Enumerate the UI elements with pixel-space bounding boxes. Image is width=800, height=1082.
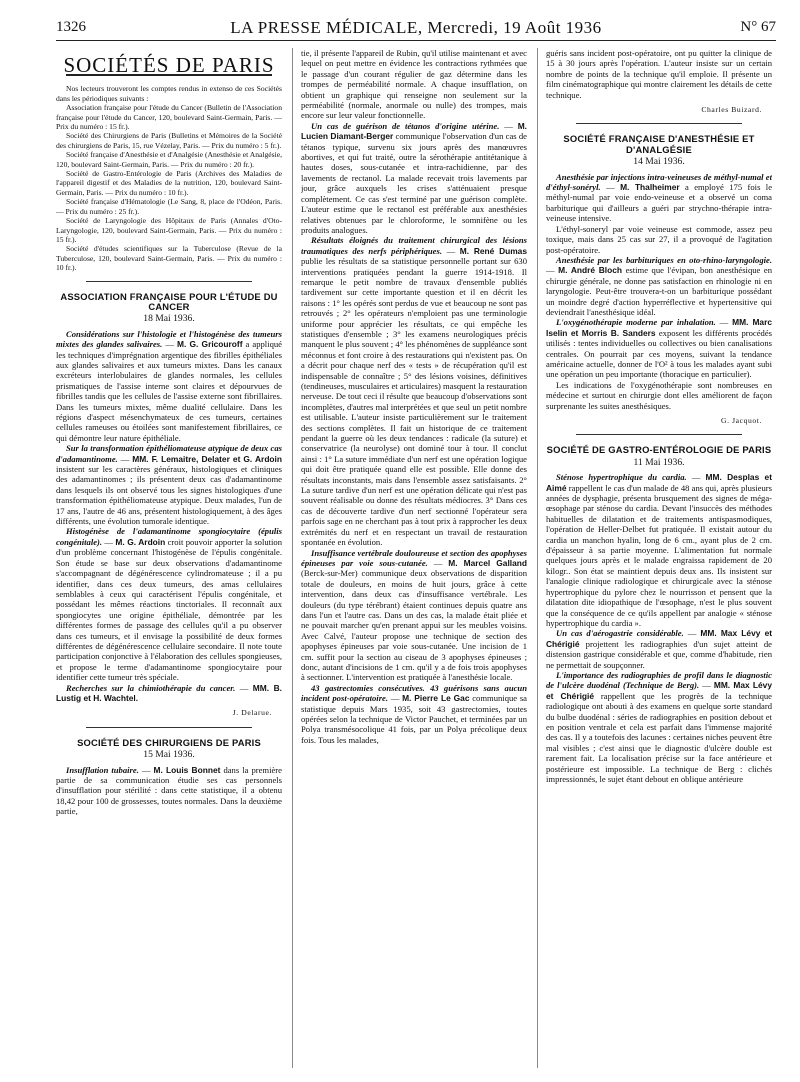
article-text: guéris sans incident post-opératoire, ont pu quitter la clinique de 15 à 30 jours après l'opération. L'auteur insiste sur un certain nombre de points de la technique qu'il emploie. Il présente un film cinématographique qui montre clairement les détails de cette technique. xyxy=(546,48,772,100)
article-text: L'éthyl-soneryl par voie veineuse est commode, assez peu toxique, mais dans 25 cas sur 27, il a provoqué de l'agitation post-opératoire. xyxy=(546,223,772,255)
society-heading: SOCIÉTÉ DES CHIRURGIENS DE PARIS xyxy=(77,736,261,748)
running-header xyxy=(56,18,776,41)
article-author: MM. F. Lemaitre, Delater et G. Ardoin xyxy=(132,453,282,464)
journal-item: Société de Laryngologie des Hôpitaux de Paris (Annales d'Oto-Laryngologie, 120, boulevard Saint-Germain, Paris. — Prix du numéro : 15 fr.). xyxy=(56,216,282,244)
session-date: 11 Mai 1936. xyxy=(633,456,685,468)
article: Anesthésie par les barbituriques en oto-rhino-laryngologie. — M. André Bloch estime que l'évipan, bon anesthésique en chirurgie générale, ne donne pas satisfaction en rhinologie ni en laryngologie. Peut-être trouvera-t-on un barbiturique possédant un moindre degré d'action hyperréflective et hypertensitive qui deviendrait l'anesthésique idéal. xyxy=(546,254,772,317)
article: Insuffisance vertébrale douloureuse et section des apophyses épineuses par voie sous-cutanée. — M. Marcel Galland (Berck-sur-Mer) communique deux observations de disparition totale de douleurs, en moins de huit jours, grâce à cette intervention, dans deux cas d'insuffisance vertébrale. Les douleurs (du type térébrant) étaient continues depuis quatre ans dans l'un et l'autre cas. Dans un des cas, la malade était pliée et ne pouvait marcher qu'en prenant appui sur les meubles voisins. Avec Calvé, l'auteur propose une technique de section des apophyses épineuses par voie sous-cutanée. Une incision de 1 cm. suffit pour la section au ciseau de 3 apophyses épineuses ; donc, autant d'incisions de 1 cm. qu'il y a de fois trois apophyses à sectionner. L'intervention est pratiquée à l'anesthésie locale. xyxy=(301,547,527,683)
section-title: SOCIÉTÉS DE PARIS xyxy=(63,53,275,77)
article-title: Sur la transformation épithéliomateuse atypique de deux cas d'adamantinome. xyxy=(56,443,282,464)
separator xyxy=(86,281,252,282)
journal-item: Société d'études scientifiques sur la Tuberculose (Revue de la Tuberculose, 120, boulevard Saint-Germain, Paris. — Prix du numéro : 10 fr.). xyxy=(56,244,282,273)
article: L'importance des radiographies de profil dans le diagnostic de l'ulcère duodénal (Technique de Berg). — MM. Max Lévy et Chérigié rappellent que les progrès de la technique radiologique ont abouti à des examens en quelque sorte standard du bulbe duodénal : séries de radiographies en position debout et en position ventrale et cela est parfait dans l'immense majorité des cas. Il y a toutefois des lacunes : certaines niches peuvent être mal visibles ; c'est ainsi que le diagnostic d'ulcère double est rarement fait. La localisation précise sur la face antérieure et postérieure est impossible. La technique de Berg : clichés impressionnés, le sujet étant debout en oblique antérieure xyxy=(546,669,772,784)
intro-text: Nos lecteurs trouveront les comptes rendus in extenso de ces Sociétés dans les périodiques suivants : xyxy=(56,84,282,103)
society-heading: SOCIÉTÉ DE GASTRO-ENTÉROLOGIE DE PARIS xyxy=(546,444,772,456)
article-author: M. G. Ardoin xyxy=(115,536,166,547)
journal-item: Société française d'Anesthésie et d'Analgésie (Anesthésie et Analgésie, 120, boulevard Saint-Germain, Paris. — Prix du numéro : 20 fr.). xyxy=(56,150,282,169)
article-title: Résultats éloignés du traitement chirurgical des lésions traumatiques des nerfs périphériques. xyxy=(301,235,527,256)
article-author: M. René Dumas xyxy=(459,245,527,256)
article-title: L'importance des radiographies de profil dans le diagnostic de l'ulcère duodénal (Technique de Berg). xyxy=(546,669,772,691)
article: Considérations sur l'histologie et l'histogénèse des tumeurs mixtes des glandes salivaires. — M. G. Gricouroff a appliqué les techniques d'imprégnation argentique des fibrilles épithéliales aux glandes salivaires et aux tumeurs mixtes. Dans les canaux excréteurs interlobulaires de glandes normales, les cellules prismatiques de l'assise interne sont claires et dépourvues de fibrilles tandis que les cellules de l'assise externe sont fibrillaires. Dans les tumeurs mixtes, même dualité cellulaire. Dans les régions d'aspect mésenchymateux de ces tumeurs, certaines cellules rameuses ou étoilées sont manifestement fibrillaires, ce qui démontre leur nature épithéliale. xyxy=(56,328,282,443)
journal-title: LA PRESSE MÉDICALE, Mercredi, 19 Août 1936 xyxy=(230,18,602,37)
journal-item: Société de Gastro-Entérologie de Paris (Archives des Maladies de l'appareil digestif et des Maladies de la nutrition, 120, boulevard Saint-Germain, Paris. — Prix du numéro : 10 fr.). xyxy=(56,169,282,197)
article-text: (Berck-sur-Mer) communique deux observations de disparition totale de douleurs, en moins de huit jours, grâce à cette intervention, dans deux cas d'insuffisance vertébrale. Les douleurs (du type térébrant) étaient continues depuis quatre ans dans l'un et l'autre cas. Dans un des cas, la malade était pliée et ne pouvait marcher qu'en prenant appui sur les meubles voisins. Avec Calvé, l'auteur propose une technique de section des apophyses épineuses par voie sous-cutanée. Une incision de 1 cm. suffit pour la section au ciseau de 3 apophyses épineuses ; donc, autant d'incisions de 1 cm. qu'il y a de fois trois apophyses à sectionner. L'intervention est pratiquée à l'anesthésie locale. xyxy=(301,568,527,683)
separator xyxy=(576,434,742,435)
article-title: Considérations sur l'histologie et l'histogénèse des tumeurs mixtes des glandes salivaires. xyxy=(56,328,282,350)
article: Sur la transformation épithéliomateuse atypique de deux cas d'adamantinome. — MM. F. Lemaitre, Delater et G. Ardoin insistent sur les caractères généraux, histologiques et cliniques des adamantinomes ; ils présentent deux cas d'adamantinome dans lesquels ils ont observé tous les signes histologiques d'une transformation épithéliomateuse atypique. Deux malades, l'un de 17 ans, l'autre de 46 ans, présentent histologiquement, à des âges différents, une évolution tumorale identique. xyxy=(56,443,282,527)
article-text: a appliqué les techniques d'imprégnation argentique des fibrilles épithéliales aux glandes salivaires et aux tumeurs mixtes. Dans les canaux excréteurs interlobulaires de glandes normales, les cellules prismatiques de l'assise interne sont claires et dépourvues de fibrilles tandis que les cellules de l'assise externe sont fibrillaires. Dans les tumeurs mixtes, même dualité cellulaire. Dans les régions d'aspect mésenchymateux de ces tumeurs, certaines cellules rameuses ou étoilées sont manifestement fibrillaires, ce qui démontre leur nature épithéliale. xyxy=(56,339,282,443)
article-text: rappellent le cas d'un malade de 48 ans qui, après plusieurs années de dysphagie, présenta brusquement des signes de méga-œsophage par sténose du cardia. Devant l'insuccès des méthodes habituelles de dilatation et de traitements antispasmodiques, l'opération de Heller-Delbet fut pratiquée. Il existait autour du cardia un manchon hyalin, long de 6 cm., ayant plus de 2 cm. d'épaisseur à sa partie moyenne. L'alimentation fut normale quelques jours après et le malade engraissa rapidement de 20 kilogr.. Son état se maintient depuis deux ans. Ils insistent sur l'analogie clinique radiologique et chirurgicale avec la sténose hypertrophique du pylore chez le nourrisson et pensent que la dilatation dite idiopathique de l'œsophage, n'est le plus souvent que la conséquence de ce qu'ils appellent par analogie « sténose hypertrophique du cardia ». xyxy=(546,482,772,628)
column-1 xyxy=(56,48,282,1070)
signature: Charles Buizard. xyxy=(701,105,762,115)
article-title: Anesthésie par les barbituriques en oto-rhino-laryngologie. xyxy=(556,254,772,265)
newspaper-page xyxy=(56,18,776,1074)
article-title: Recherches sur la chimiothérapie du cancer. xyxy=(66,682,236,693)
separator xyxy=(86,727,252,728)
article-text: projettent les radiographies d'un sujet atteint de distension gastrique considérable et que, comme d'habitude, rien ne permettait de soupçonner. xyxy=(546,638,772,670)
article: Résultats éloignés du traitement chirurgical des lésions traumatiques des nerfs périphériques. — M. René Dumas publie les résultats de sa statistique personnelle portant sur 630 interventions pratiquées pendant la guerre 1914-1918. Il remarque le petit nombre de travaux d'ensemble publiés tardivement sur cette importante question et il en décrit les raisons : 1° les opérés sont perdus de vue et beaucoup ne sont pas retrouvés ; 2° les opérateurs n'emploient pas une terminologie uniforme pour apprécier les résultats, ce qui empêche les statistiques d'ensemble ; 3° les examens neurologiques précis manquent le plus souvent ; 4° les phénomènes de suppléance sont méconnus et font croire à des restaurations qui n'existent pas. On a décrit pour chaque nerf des « tests » de récupération qu'il est indispensable de connaître ; 5° des lésions voisines, définitives (tendineuses, musculaires et articulaires) masquent la restauration nerveuse. De tout ceci il résulte que beaucoup d'observations sont incomplètes, d'autres mal interprétées et que seul un petit nombre est utilisable. L'auteur insiste particulièrement sur le traitement des sections complètes. Il fait un historique de ce traitement pendant la guerre où les deux tendances : radicale (la suture) et conservatrice (la neurolyse) ont dominé tour à tour. Il conclut ainsi : 1° La suture immédiate d'un nerf est une opération logique qui doit être pratiquée quand elle est possible. Elle donne des résultats inconstants, mais dans l'ensemble assez satisfaisants. 2° La suture tardive d'un nerf est une opération délicate qui n'est pas souvent réalisable ou donne des résultats médiocres. 3° Dans ces cas de découverte tardive d'un nerf sectionné l'opérateur sera parfois sage en ne cherchant pas à tout prix à rapprocher les deux extrémités du nerf et en respectant un travail de restauration spontanée en évolution. xyxy=(301,235,527,548)
article-title: Histogénèse de l'adamantinome spongiocytaire (épulis congénitale). xyxy=(56,526,282,547)
column-rule xyxy=(292,48,293,1068)
article: Anesthésie par injections intra-veineuses de méthyl-numal et d'éthyl-sonéryl. — M. Thalheimer a employé 175 fois le méthyl-numal par voie endo-veineuse et a observé un coma barbiturique qui d'ailleurs a guéri par strychno-thérapie intra-veineuse intensive. xyxy=(546,171,772,224)
article-title: Insufflation tubaire. xyxy=(66,764,139,775)
page-number: 1326 xyxy=(56,19,86,35)
signature: G. Jacquot. xyxy=(721,416,762,425)
journal-item: Association française pour l'étude du Cancer (Bulletin de l'Association française pour l'étude du Cancer, 120, boulevard Saint-Germain, Paris. — Prix du numéro : 15 fr.). xyxy=(56,103,282,132)
article-title: Un cas d'aérogastrie considérable. xyxy=(556,628,684,639)
article-text: publie les résultats de sa statistique personnelle portant sur 630 interventions pratiquées pendant la guerre 1914-1918. Il remarque le petit nombre de travaux d'ensemble publiés tardivement sur cette importante question et il en décrit les raisons : 1° les opérés sont perdus de vue et beaucoup ne sont pas retrouvés ; 2° les opérateurs n'emploient pas une terminologie uniforme pour apprécier les résultats, ce qui empêche les statistiques d'ensemble ; 3° les examens neurologiques précis manquent le plus souvent ; 4° les phénomènes de suppléance sont méconnus et font croire à des restaurations qui n'existent pas. On a décrit pour chaque nerf des « tests » de récupération qu'il est indispensable de connaître ; 5° des lésions voisines, définitives (tendineuses, musculaires et articulaires) masquent la restauration nerveuse. De tout ceci il résulte que beaucoup d'observations sont incomplètes, d'autres mal interprétées et que seul un petit nombre est utilisable. L'auteur insiste particulièrement sur le traitement des sections complètes. Il fait un historique de ce traitement pendant la guerre où les deux tendances : radicale (la suture) et conservatrice (la neurolyse) ont dominé tour à tour. Il conclut ainsi : 1° La suture immédiate d'un nerf est une opération logique qui doit être pratiquée quand elle est possible. Elle donne des résultats inconstants, mais dans l'ensemble assez satisfaisants. 2° La suture tardive d'un nerf est une opération délicate qui n'est pas souvent réalisable ou donne des résultats médiocres. 3° Dans ces cas de découverte tardive d'un nerf sectionné l'opérateur sera parfois sage en ne cherchant pas à tout prix à rapprocher les deux extrémités du nerf et en respectant un travail de restauration spontanée en évolution. xyxy=(301,256,527,548)
article: Un cas d'aérogastrie considérable. — MM. Max Lévy et Chérigié projettent les radiographies d'un sujet atteint de distension gastrique considérable et que, comme d'habitude, rien ne permettait de soupçonner. xyxy=(546,628,772,670)
article-text: exposent les différents procédés utilisés : tentes individuelles ou collectives ou bien canalisations centrales. On pourrait par ces moyens, suivant la tendance américaine actuelle, donner de l'O² à tous les malades ayant subi une opération un peu importante (thoracique en particulier). xyxy=(546,327,772,380)
article-title: Sténose hypertrophique du cardia. xyxy=(556,472,687,483)
article-author: M. André Bloch xyxy=(558,265,623,276)
article-author: M. Marcel Galland xyxy=(448,557,527,568)
article: Insufflation tubaire. — M. Louis Bonnet dans la première partie de sa communication étudie ses cas personnels d'insufflation pour stérilité : dans cette statistique, il a obtenu 18,42 pour 100 de grossesses, toutes normales. Dans la deuxième partie, xyxy=(56,764,282,817)
session-date: 18 Mai 1936. xyxy=(143,313,195,325)
article-author: M. G. Gricouroff xyxy=(176,339,243,350)
article-text: insistent sur les caractères généraux, histologiques et cliniques des adamantinomes ; ils présentent deux cas d'adamantinome dans lesquels ils ont observé tous les signes histologiques d'une transformation épithéliomateuse atypique. Deux malades, l'un de 17 ans, l'autre de 46 ans, présentent histologiquement, à des âges différents, une évolution tumorale identique. xyxy=(56,464,282,527)
article-text: rappellent que les progrès de la technique radiologique ont abouti à des examens en quelque sorte standard du bulbe duodénal : séries de radiographies en position debout et en position ventrale et cela est parfait dans l'immense majorité des cas. Il y a toutefois des lacunes : certaines niches peuvent être mal visibles ; c'est ainsi que le diagnostic d'ulcère double est rarement fait. La localisation précise sur la face antérieure et postérieure est impossible. La technique de Berg : clichés impressionnés, le sujet étant debout en oblique antérieure xyxy=(546,690,772,784)
article-author: M. Lucien Diamant-Berger xyxy=(301,120,527,142)
article-author: MM. Desplas et Aimé xyxy=(546,472,772,493)
article: 43 gastrectomies consécutives. 43 guérisons sans aucun incident post-opératoire. — M. Pierre Le Gac communique sa statistique depuis Mars 1935, soit 43 gastrectomies, toutes opérées selon la technique de Victor Pauchet, et terminées par un Polya transmésocolique 41 fois, par un Polya précolique deux fois. Tous les malades, xyxy=(301,682,527,745)
article-title: 43 gastrectomies consécutives. 43 guérisons sans aucun incident post-opératoire. xyxy=(301,682,527,704)
article-text: Les indications de l'oxygénothérapie sont nombreuses en médecine et surtout en chirurgie dont elles améliorent de façon surprenante les suites anesthésiques. xyxy=(546,379,772,411)
society-heading: SOCIÉTÉ FRANÇAISE D'ANESTHÉSIE ET D'ANALGÉSIE xyxy=(563,133,755,155)
article: Sténose hypertrophique du cardia. — MM. Desplas et Aimé rappellent le cas d'un malade de 48 ans qui, après plusieurs années de dysphagie, présenta brusquement des signes de méga-œsophage par sténose du cardia. Devant l'insuccès des méthodes habituelles de dilatation et de traitements antispasmodiques, l'opération de Heller-Delbet fut pratiquée. Il existait autour du cardia un manchon hyalin, long de 6 cm., ayant plus de 2 cm. d'épaisseur à sa partie moyenne. L'alimentation fut normale quelques jours après et le malade engraissa rapidement de 20 kilogr.. Son état se maintient depuis deux ans. Ils insistent sur l'analogie clinique radiologique et chirurgicale avec la sténose hypertrophique du pylore chez le nourrisson et pensent que la dilatation dite idiopathique de l'œsophage, n'est le plus souvent que la conséquence de ce qu'ils appellent par analogie « sténose hypertrophique du cardia ». xyxy=(546,472,772,628)
article-text: estime que l'évipan, bon anesthésique en chirurgie générale, ne donne pas satisfaction en rhinologie ni en laryngologie. Peut-être trouvera-t-on un barbiturique possédant un moindre degré d'action hyperréflective et hypertensitive qui deviendrait l'anesthésique idéal. xyxy=(546,265,772,317)
journal-item: Société française d'Hématologie (Le Sang, 8, place de l'Odéon, Paris. — Prix du numéro : 25 fr.). xyxy=(56,197,282,216)
article-author: MM. Max Lévy et Chérigié xyxy=(546,628,772,649)
separator xyxy=(576,123,742,124)
article-text: dans la première partie de sa communication étudie ses cas personnels d'insufflation pour stérilité : dans cette statistique, il a obtenu 18,42 pour 100 de grossesses, toutes normales. Dans la deuxième partie, xyxy=(56,764,282,817)
article-author: MM. B. Lustig et H. Wachtel. xyxy=(56,682,282,703)
article-title: Anesthésie par injections intra-veineuses de méthyl-numal et d'éthyl-sonéryl. xyxy=(546,171,772,193)
session-date: 14 Mai 1936. xyxy=(633,156,685,168)
article-author: MM. Max Lévy et Chérigié xyxy=(546,680,772,701)
column-2 xyxy=(301,48,527,1070)
session-date: 15 Mai 1936. xyxy=(143,749,195,761)
article: Recherches sur la chimiothérapie du cancer. — MM. B. Lustig et H. Wachtel. xyxy=(56,682,282,703)
column-rule xyxy=(537,48,538,1068)
article-text: communique l'observation d'un cas de tétanos typique, survenu six jours après des manœuvres abortives, et qui fut traité, outre la sérothérapie antitétanique à hautes doses, sous-cutanée et intra-rachidienne, par des lavements de rectanol. La malade recevait trois lavements par jour, grâce auxquels les crises s'atténuaient presque complètement. Ce cas s'est terminé par une guérison complète. L'auteur estime que le rectanol est préférable aux anesthésies relatives obtenues par le chloroforme, le somnifène ou les produits analogues. xyxy=(301,131,527,235)
article-title: Un cas de guérison de tétanos d'origine utérine. xyxy=(311,120,500,131)
article-text: croit pouvoir apporter la solution d'un problème concernant l'histogénèse de l'épulis congénitale. Son étude se base sur deux observations d'adamantinome s'accompagnant de dégénérescence cylindromateuse ; il a pu identifier, dans ces deux tumeurs, des amas cellulaires semblables à ceux qui caractérisent l'épulis congénitale, et possédant les mêmes réactions tinctoriales. Il reconnaît aux spongiocytes une origine épithéliale, démontrée par les différentes formes de passage des cellules qu'il a pu observer dans ces tumeurs, et il envisage la possibilité de deux formes différentes de dégénérescence cellulaire secondaire. Il note toute participation conjonctive à l'élaboration des cellules spongieuses, et propose le terme d'adamantinome spongiocytaire pour identifier cette tumeur très spéciale. xyxy=(56,536,282,683)
article: Un cas de guérison de tétanos d'origine utérine. — M. Lucien Diamant-Berger communique l'observation d'un cas de tétanos typique, survenu six jours après des manœuvres abortives, et qui fut traité, outre la sérothérapie antitétanique à hautes doses, sous-cutanée et intra-rachidienne, par des lavements de rectanol. La malade recevait trois lavements par jour, grâce auxquels les crises s'atténuaient presque complètement. Ce cas s'est terminé par une guérison complète. L'auteur estime que le rectanol est préférable aux anesthésies relatives obtenues par le chloroforme, le somnifène ou les produits analogues. xyxy=(301,120,527,235)
article: Histogénèse de l'adamantinome spongiocytaire (épulis congénitale). — M. G. Ardoin croit pouvoir apporter la solution d'un problème concernant l'histogénèse de l'épulis congénitale. Son étude se base sur deux observations d'adamantinome s'accompagnant de dégénérescence cylindromateuse ; il a pu identifier, dans ces deux tumeurs, des amas cellulaires semblables à ceux qui caractérisent l'épulis congénitale, et possédant les mêmes réactions tinctoriales. Il reconnaît aux spongiocytes une origine épithéliale, démontrée par les différentes formes de passage des cellules qu'il a pu observer dans ces tumeurs, et il envisage la possibilité de deux formes différentes de dégénérescence cellulaire secondaire. Il note toute participation conjonctive à l'élaboration des cellules spongieuses, et propose le terme d'adamantinome spongiocytaire pour identifier cette tumeur très spéciale. xyxy=(56,526,282,683)
article-title: L'oxygénothérapie moderne par inhalation. xyxy=(556,317,716,328)
signature: J. Delarue. xyxy=(232,708,272,718)
article-author: M. Thalheimer xyxy=(620,182,680,193)
article-author: MM. Marc Iselin et Morris B. Sanders xyxy=(546,317,772,338)
article: L'oxygénothérapie moderne par inhalation. — MM. Marc Iselin et Morris B. Sanders exposent les différents procédés utilisés : tentes individuelles ou collectives ou bien canalisations centrales. On pourrait par ces moyens, suivant la tendance américaine actuelle, donner de l'O² à tous les malades ayant subi une opération un peu importante (thoracique en particulier). xyxy=(546,317,772,380)
society-heading: ASSOCIATION FRANÇAISE POUR L'ÉTUDE DU CANCER xyxy=(60,290,278,312)
article-title: Insuffisance vertébrale douloureuse et section des apophyses épineuses par voie sous-cutanée. xyxy=(301,547,527,568)
article-author: M. Louis Bonnet xyxy=(153,764,221,775)
issue-number: N° 67 xyxy=(740,19,776,35)
article-text: tie, il présente l'appareil de Rubin, qu'il utilise maintenant et avec lequel on peut mettre en évidence les contractions rythmées que le passage d'un courant régulier de gaz détermine dans les trompes de perméabilité normale. A chaque insufflation, on obtient un graphique qui renseigne non seulement sur la perméabilité (normale, anormale ou nulle) des trompes, mais encore sur leur valeur fonctionnelle. xyxy=(301,48,527,121)
article-author: M. Pierre Le Gac xyxy=(402,693,470,704)
column-3 xyxy=(546,48,772,1070)
article-text: a employé 175 fois le méthyl-numal par voie endo-veineuse et a observé un coma barbiturique qui d'ailleurs a guéri par strychno-thérapie intra-veineuse intensive. xyxy=(546,182,772,224)
article-text: communique sa statistique depuis Mars 1935, soit 43 gastrectomies, toutes opérées selon la technique de Victor Pauchet, et terminées par un Polya transmésocolique 41 fois, par un Polya précolique deux fois. Tous les malades, xyxy=(301,693,527,745)
journal-item: Société des Chirurgiens de Paris (Bulletins et Mémoires de la Société des chirurgiens de Paris, 15, rue Vézelay, Paris. — Prix du numéro : 5 fr.). xyxy=(56,131,282,150)
